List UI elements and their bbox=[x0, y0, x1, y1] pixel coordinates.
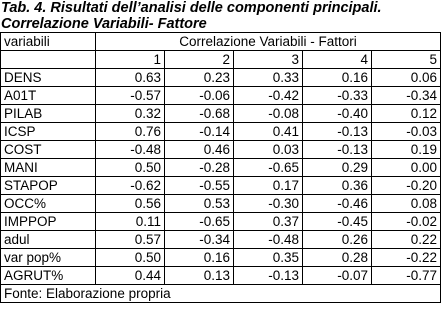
correlation-value-cell: 0.46 bbox=[165, 141, 234, 159]
correlation-value-cell: -0.13 bbox=[234, 267, 303, 285]
variable-name-cell: PILAB bbox=[1, 105, 96, 123]
correlation-value-cell: -0.45 bbox=[303, 213, 372, 231]
correlation-value-cell: 0.11 bbox=[96, 213, 165, 231]
caption-title: Tab. 4. Risultati dell’analisi delle componenti principali. bbox=[1, 0, 382, 16]
correlation-value-cell: -0.46 bbox=[303, 195, 372, 213]
correlation-value-cell: 0.29 bbox=[303, 159, 372, 177]
header-correlation-group: Correlazione Variabili - Fattori bbox=[96, 33, 441, 51]
correlation-value-cell: -0.07 bbox=[303, 267, 372, 285]
variable-name-cell: A01T bbox=[1, 87, 96, 105]
variable-name-cell: AGRUT% bbox=[1, 267, 96, 285]
correlation-value-cell: -0.48 bbox=[234, 231, 303, 249]
correlation-value-cell: 0.23 bbox=[165, 69, 234, 87]
table-row bbox=[1, 213, 441, 231]
correlation-value-cell: 0.00 bbox=[372, 159, 441, 177]
correlation-value-cell: -0.34 bbox=[372, 87, 441, 105]
variable-name-cell: STAPOP bbox=[1, 177, 96, 195]
correlation-value-cell: -0.02 bbox=[372, 213, 441, 231]
correlation-value-cell: -0.22 bbox=[372, 249, 441, 267]
correlation-value-cell: -0.03 bbox=[372, 123, 441, 141]
correlation-table bbox=[0, 32, 441, 303]
variable-name-cell: var pop% bbox=[1, 249, 96, 267]
correlation-value-cell: -0.65 bbox=[165, 213, 234, 231]
correlation-value-cell: -0.48 bbox=[96, 141, 165, 159]
correlation-value-cell: 0.57 bbox=[96, 231, 165, 249]
correlation-value-cell: 0.32 bbox=[96, 105, 165, 123]
correlation-value-cell: 0.63 bbox=[96, 69, 165, 87]
correlation-value-cell: 0.13 bbox=[165, 267, 234, 285]
correlation-value-cell: 0.76 bbox=[96, 123, 165, 141]
correlation-value-cell: -0.42 bbox=[234, 87, 303, 105]
correlation-value-cell: 0.08 bbox=[372, 195, 441, 213]
factor-number: 2 bbox=[165, 51, 234, 69]
table-row bbox=[1, 177, 441, 195]
correlation-value-cell: -0.28 bbox=[165, 159, 234, 177]
factor-number: 1 bbox=[96, 51, 165, 69]
header-variables: variabili bbox=[1, 33, 96, 51]
correlation-value-cell: 0.28 bbox=[303, 249, 372, 267]
table-footer-row bbox=[1, 285, 441, 303]
correlation-value-cell: 0.50 bbox=[96, 159, 165, 177]
correlation-value-cell: -0.13 bbox=[303, 141, 372, 159]
variable-name-cell: MANI bbox=[1, 159, 96, 177]
table-row bbox=[1, 249, 441, 267]
caption-subtitle: Correlazione Variabili- Fattore bbox=[1, 16, 207, 32]
correlation-value-cell: -0.62 bbox=[96, 177, 165, 195]
factor-number: 5 bbox=[372, 51, 441, 69]
correlation-value-cell: -0.55 bbox=[165, 177, 234, 195]
correlation-value-cell: -0.14 bbox=[165, 123, 234, 141]
correlation-value-cell: 0.56 bbox=[96, 195, 165, 213]
correlation-value-cell: 0.26 bbox=[303, 231, 372, 249]
correlation-value-cell: 0.37 bbox=[234, 213, 303, 231]
correlation-value-cell: 0.03 bbox=[234, 141, 303, 159]
correlation-value-cell: 0.17 bbox=[234, 177, 303, 195]
variable-name-cell: COST bbox=[1, 141, 96, 159]
factor-number: 4 bbox=[303, 51, 372, 69]
table-row bbox=[1, 231, 441, 249]
correlation-value-cell: -0.08 bbox=[234, 105, 303, 123]
correlation-value-cell: -0.77 bbox=[372, 267, 441, 285]
correlation-value-cell: -0.57 bbox=[96, 87, 165, 105]
correlation-value-cell: 0.53 bbox=[165, 195, 234, 213]
correlation-value-cell: 0.12 bbox=[372, 105, 441, 123]
factor-number-blank bbox=[1, 51, 96, 69]
correlation-value-cell: -0.30 bbox=[234, 195, 303, 213]
correlation-value-cell: 0.16 bbox=[303, 69, 372, 87]
correlation-value-cell: 0.19 bbox=[372, 141, 441, 159]
table-row bbox=[1, 267, 441, 285]
correlation-value-cell: -0.13 bbox=[303, 123, 372, 141]
table-header-row bbox=[1, 33, 441, 51]
factor-number: 3 bbox=[234, 51, 303, 69]
correlation-value-cell: 0.16 bbox=[165, 249, 234, 267]
table-row bbox=[1, 123, 441, 141]
correlation-value-cell: 0.22 bbox=[372, 231, 441, 249]
source-note: Fonte: Elaborazione propria bbox=[1, 285, 441, 303]
correlation-value-cell: 0.06 bbox=[372, 69, 441, 87]
table-row bbox=[1, 69, 441, 87]
variable-name-cell: adul bbox=[1, 231, 96, 249]
table-caption bbox=[0, 0, 442, 32]
correlation-value-cell: -0.06 bbox=[165, 87, 234, 105]
correlation-value-cell: -0.34 bbox=[165, 231, 234, 249]
correlation-value-cell: 0.36 bbox=[303, 177, 372, 195]
correlation-value-cell: -0.33 bbox=[303, 87, 372, 105]
correlation-value-cell: 0.41 bbox=[234, 123, 303, 141]
table-row bbox=[1, 105, 441, 123]
correlation-value-cell: -0.20 bbox=[372, 177, 441, 195]
variable-name-cell: ICSP bbox=[1, 123, 96, 141]
variable-name-cell: IMPPOP bbox=[1, 213, 96, 231]
correlation-value-cell: -0.40 bbox=[303, 105, 372, 123]
correlation-value-cell: 0.50 bbox=[96, 249, 165, 267]
table-row bbox=[1, 87, 441, 105]
table-row bbox=[1, 141, 441, 159]
factor-number-row bbox=[1, 51, 441, 69]
correlation-value-cell: 0.33 bbox=[234, 69, 303, 87]
correlation-value-cell: -0.65 bbox=[234, 159, 303, 177]
variable-name-cell: OCC% bbox=[1, 195, 96, 213]
correlation-value-cell: -0.68 bbox=[165, 105, 234, 123]
table-row bbox=[1, 195, 441, 213]
variable-name-cell: DENS bbox=[1, 69, 96, 87]
correlation-value-cell: 0.44 bbox=[96, 267, 165, 285]
correlation-value-cell: 0.35 bbox=[234, 249, 303, 267]
table-row bbox=[1, 159, 441, 177]
